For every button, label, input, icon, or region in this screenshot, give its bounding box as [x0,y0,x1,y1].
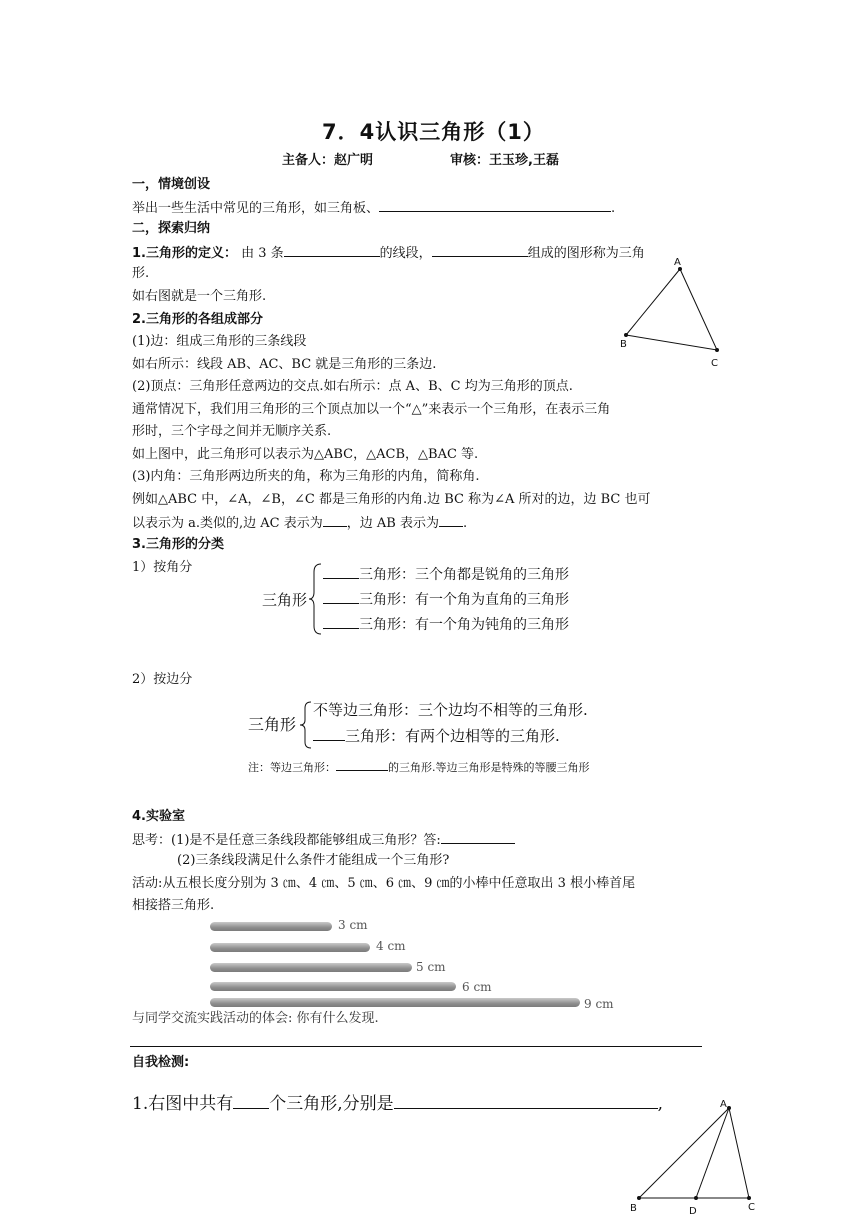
vertex-c-dot [747,1196,751,1200]
edge-line-2: 如右所示：线段 AB、AC、BC 就是三角形的三条边. [132,357,437,372]
triangle-figure-abc [612,254,732,372]
side-class-2 [313,726,560,746]
angle-text-b: ，边 AB 表示为 [346,516,439,531]
rod-label-9cm: 9 cm [584,997,614,1011]
definition-label: 1.三角形的定义： [132,246,237,261]
section1-text: 举出一些生活中常见的三角形，如三角板、 [132,201,380,216]
segment-ad [696,1108,729,1198]
definition-text-c: 组成的图形称为三角 [527,246,645,261]
think-text-1: 思考：(1)是不是任意三条线段都能够组成三角形？答: [132,833,441,848]
vertex-b-label: B [620,339,627,350]
reviewer: 审核：王玉珍,王磊 [450,153,559,168]
answer-blank[interactable] [432,243,528,257]
vertex-d-label: D [689,1206,697,1216]
definition-line [132,243,645,263]
vertex-line-4: 如上图中，此三角形可以表示为△ABC，△ACB，△BAC 等. [132,447,479,462]
vertex-d-dot [694,1196,698,1200]
activity-line-1: 活动:从五根长度分别为 3 ㎝、4 ㎝、5 ㎝、6 ㎝、9 ㎝的小棒中任意取出 3 根小棒首尾 [132,876,636,891]
answer-blank[interactable] [323,590,359,604]
vertex-line-3: 形时，三个字母之间并无顺序关系. [132,424,332,439]
vertex-c-label: C [711,358,718,369]
triangle-figure-abdc [622,1096,762,1216]
answer-blank[interactable] [394,1093,658,1109]
angle-line-2: 例如△ABC 中，∠A，∠B，∠C 都是三角形的内角.边 BC 称为∠A 所对的边，边 BC 也可 [132,492,651,507]
page-title: 7．4认识三角形（1） [322,120,545,144]
angle-text-c: . [462,516,468,531]
edge-line-1: (1)边：组成三角形的三条线段 [132,334,307,349]
angle-text-a: 以表示为 a.类似的,边 AC 表示为 [132,516,323,531]
section1-line [132,198,615,218]
answer-blank[interactable] [323,513,347,527]
rod-label-3cm: 3 cm [338,918,368,932]
classification-heading: 3.三角形的分类 [132,537,224,552]
q1-end: , [657,1094,664,1114]
vertex-c-label: C [748,1202,755,1213]
brace-side [298,700,314,750]
rod-label-5cm: 5 cm [416,960,446,974]
vertex-line-2: 通常情况下，我们用三角形的三个顶点加以一个“△”来表示一个三角形，在表示三角 [132,402,611,417]
rod-5cm [210,963,412,972]
answer-blank[interactable] [323,615,359,629]
section1-end: . [611,201,616,216]
vertex-a-label: A [720,1099,727,1110]
note-text-b: 的三角形.等边三角形是特殊的等腰三角形 [388,761,590,774]
angle-class-text: 三角形：三个角都是锐角的三角形 [359,567,569,583]
vertex-c-dot [715,348,719,352]
discuss-line: 与同学交流实践活动的体会: 你有什么发现. [132,1011,379,1026]
answer-blank[interactable] [233,1093,269,1109]
q1-text-b: 个三角形,分别是 [269,1094,394,1114]
think-line-2: (2)三条线段满足什么条件才能组成一个三角形? [177,853,450,868]
answer-blank[interactable] [336,759,388,771]
self-check-heading: 自我检测: [132,1055,190,1070]
answer-blank[interactable] [439,513,463,527]
angle-class-text: 三角形：有一个角为钝角的三角形 [359,617,569,633]
vertex-a-label: A [674,257,681,268]
triangle-abc [626,269,717,350]
answer-blank[interactable] [379,198,611,212]
rod-6cm [210,982,456,991]
example-line: 如右图就是一个三角形. [132,289,267,304]
vertex-b-dot [624,333,628,337]
definition-text-a: 由 3 条 [241,246,284,261]
think-line-1 [132,830,515,850]
equilateral-note [248,759,590,776]
answer-blank[interactable] [313,727,345,741]
lab-heading: 4.实验室 [132,809,185,824]
rod-3cm [210,922,332,931]
rod-4cm [210,943,370,952]
answer-blank[interactable] [441,830,515,844]
angle-class-3 [323,615,569,634]
rod-9cm [210,998,580,1007]
note-text-a: 注：等边三角形： [248,761,336,774]
angle-class-text: 三角形：有一个角为直角的三角形 [359,592,569,608]
vertex-a-dot [727,1106,731,1110]
section1-heading: 一，情境创设 [132,177,211,192]
by-side-label: 2）按边分 [132,672,193,687]
angle-line-3 [132,513,467,533]
q1-text-a: 1.右图中共有 [132,1094,234,1114]
divider [130,1046,702,1047]
tri-label-angle: 三角形 [262,591,308,609]
answer-blank[interactable] [323,565,359,579]
author: 主备人：赵广明 [282,153,374,168]
angle-class-1 [323,565,569,584]
vertex-b-label: B [630,1203,637,1214]
side-class-text: 三角形：有两个边相等的三角形. [345,727,560,745]
rod-label-6cm: 6 cm [462,980,492,994]
rod-label-4cm: 4 cm [376,939,406,953]
parts-heading: 2.三角形的各组成部分 [132,312,263,327]
question-1 [132,1089,663,1114]
tri-label-side: 三角形 [248,715,297,734]
by-angle-label: 1）按角分 [132,560,193,575]
definition-line-2: 形. [132,266,150,281]
section2-heading: 二，探索归纳 [132,221,211,236]
definition-text-b: 的线段， [379,246,432,261]
angle-class-2 [323,590,569,609]
vertex-b-dot [637,1196,641,1200]
triangle-abc-outer [639,1108,749,1198]
activity-line-2: 相接搭三角形. [132,898,215,913]
brace-angle [308,562,324,636]
vertex-line-1: (2)顶点：三角形任意两边的交点.如右所示：点 A、B、C 均为三角形的顶点. [132,379,573,394]
angle-line-1: (3)内角：三角形两边所夹的角，称为三角形的内角，简称角. [132,469,480,484]
answer-blank[interactable] [284,243,380,257]
side-class-1: 不等边三角形：三个边均不相等的三角形. [313,701,588,719]
